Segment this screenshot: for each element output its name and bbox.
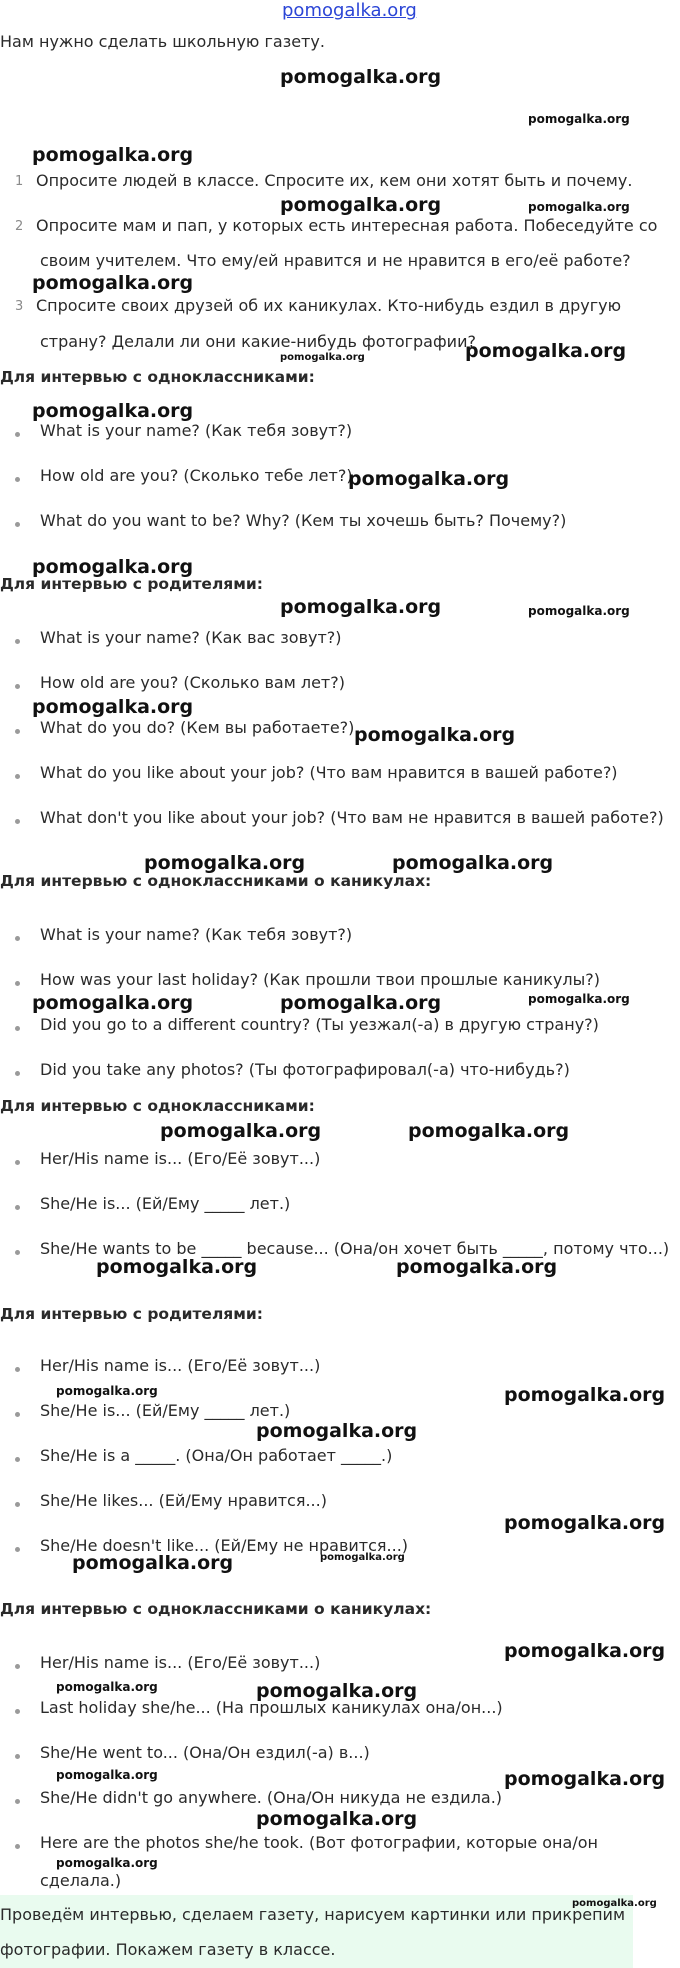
watermark: pomogalka.org <box>408 1120 570 1142</box>
list-item: What is your name? (Как вас зовут?) <box>40 628 342 647</box>
watermark: pomogalka.org <box>396 1256 558 1278</box>
bullet-dot <box>15 1412 20 1417</box>
task-text: Спросите своих друзей об их каникулах. Кто-нибудь ездил в другую <box>36 296 622 315</box>
list-item: She/He likes... (Ей/Ему нравится...) <box>40 1491 327 1510</box>
watermark: pomogalka.org <box>160 1120 322 1142</box>
watermark: pomogalka.org <box>280 992 442 1014</box>
watermark: pomogalka.org <box>256 1680 418 1702</box>
list-item: Here are the photos she/he took. (Вот фотографии, которые она/он <box>40 1833 598 1852</box>
section-heading: Для интервью с одноклассниками о каникулах: <box>0 872 432 890</box>
list-item: How old are you? (Сколько тебе лет?) <box>40 466 353 485</box>
watermark: pomogalka.org <box>528 604 630 618</box>
list-item: What is your name? (Как тебя зовут?) <box>40 925 353 944</box>
bullet-dot <box>15 1709 20 1714</box>
list-item: What do you do? (Кем вы работаете?) <box>40 718 355 737</box>
list-item: How old are you? (Сколько вам лет?) <box>40 673 345 692</box>
bullet-dot <box>15 729 20 734</box>
bullet-dot <box>15 1071 20 1076</box>
watermark: pomogalka.org <box>504 1768 666 1790</box>
task-text-continued: страну? Делали ли они какие-нибудь фотографии? <box>40 332 476 351</box>
bullet-dot <box>15 774 20 779</box>
watermark: pomogalka.org <box>465 340 627 362</box>
list-item: What don't you like about your job? (Что вам не нравится в вашей работе?) <box>40 808 664 827</box>
section-heading: Для интервью с одноклассниками: <box>0 368 315 386</box>
watermark: pomogalka.org <box>354 724 516 746</box>
watermark: pomogalka.org <box>32 400 194 422</box>
list-item: She/He didn't go anywhere. (Она/Он никуда не ездила.) <box>40 1788 503 1807</box>
list-item: She/He is... (Ей/Ему _____ лет.) <box>40 1194 291 1213</box>
watermark: pomogalka.org <box>32 272 194 294</box>
bullet-dot <box>15 936 20 941</box>
bullet-dot <box>15 1799 20 1804</box>
bullet-dot <box>15 1205 20 1210</box>
watermark: pomogalka.org <box>32 556 194 578</box>
watermark: pomogalka.org <box>32 992 194 1014</box>
watermark: pomogalka.org <box>96 1256 258 1278</box>
task-number: 2 <box>15 219 24 234</box>
bullet-dot <box>15 1457 20 1462</box>
site-link[interactable]: pomogalka.org <box>282 0 417 21</box>
watermark: pomogalka.org <box>504 1384 666 1406</box>
bullet-dot <box>15 684 20 689</box>
watermark: pomogalka.org <box>32 144 194 166</box>
task-text: Опросите людей в классе. Спросите их, кем они хотят быть и почему. <box>36 171 633 190</box>
watermark: pomogalka.org <box>280 352 365 363</box>
task-number: 3 <box>15 299 24 314</box>
bullet-dot <box>15 522 20 527</box>
watermark: pomogalka.org <box>280 596 442 618</box>
task-text: Опросите мам и пап, у которых есть интересная работа. Побеседуйте со <box>36 216 658 235</box>
list-item: Did you go to a different country? (Ты уезжал(-а) в другую страну?) <box>40 1015 599 1034</box>
bullet-dot <box>15 1502 20 1507</box>
bullet-dot <box>15 1160 20 1165</box>
list-item: She/He wants to be _____ because... (Она/он хочет быть _____, потому что...) <box>40 1239 670 1258</box>
list-item: Her/His name is... (Его/Её зовут...) <box>40 1653 321 1672</box>
watermark: pomogalka.org <box>528 992 630 1006</box>
task-text-continued: своим учителем. Что ему/ей нравится и не нравится в его/её работе? <box>40 251 631 270</box>
intro-text: Нам нужно сделать школьную газету. <box>0 32 325 51</box>
watermark: pomogalka.org <box>348 468 510 490</box>
conclusion-box <box>0 1895 633 1968</box>
bullet-dot <box>15 1547 20 1552</box>
list-item: What do you like about your job? (Что вам нравится в вашей работе?) <box>40 763 618 782</box>
bullet-dot <box>15 1250 20 1255</box>
list-item: Did you take any photos? (Ты фотографировал(-а) что-нибудь?) <box>40 1060 570 1079</box>
watermark: pomogalka.org <box>528 200 630 214</box>
task-number: 1 <box>15 174 24 189</box>
watermark: pomogalka.org <box>572 1898 657 1909</box>
list-item: How was your last holiday? (Как прошли твои прошлые каникулы?) <box>40 970 600 989</box>
list-item: Her/His name is... (Его/Её зовут...) <box>40 1149 321 1168</box>
watermark: pomogalka.org <box>72 1552 234 1574</box>
list-item-continued: сделала.) <box>40 1871 122 1890</box>
watermark: pomogalka.org <box>256 1808 418 1830</box>
watermark: pomogalka.org <box>392 852 554 874</box>
list-item: She/He is... (Ей/Ему _____ лет.) <box>40 1401 291 1420</box>
conclusion-text: Проведём интервью, сделаем газету, нарисуем картинки или прикрепим <box>0 1905 626 1924</box>
list-item: She/He went to... (Она/Он ездил(-а) в...) <box>40 1743 370 1762</box>
watermark: pomogalka.org <box>528 112 630 126</box>
list-item: She/He is a _____. (Она/Он работает _____.) <box>40 1446 393 1465</box>
watermark: pomogalka.org <box>144 852 306 874</box>
watermark: pomogalka.org <box>320 1552 405 1563</box>
watermark: pomogalka.org <box>280 66 442 88</box>
watermark: pomogalka.org <box>504 1640 666 1662</box>
list-item: Last holiday she/he... (На прошлых каникулах она/он...) <box>40 1698 503 1717</box>
bullet-dot <box>15 1754 20 1759</box>
section-heading: Для интервью с родителями: <box>0 1305 263 1323</box>
bullet-dot <box>15 1664 20 1669</box>
bullet-dot <box>15 639 20 644</box>
section-heading: Для интервью с одноклассниками о каникулах: <box>0 1600 432 1618</box>
bullet-dot <box>15 981 20 986</box>
section-heading: Для интервью с родителями: <box>0 575 263 593</box>
watermark: pomogalka.org <box>56 1856 158 1870</box>
watermark: pomogalka.org <box>56 1680 158 1694</box>
watermark: pomogalka.org <box>504 1512 666 1534</box>
list-item: Her/His name is... (Его/Её зовут...) <box>40 1356 321 1375</box>
watermark: pomogalka.org <box>280 194 442 216</box>
bullet-dot <box>15 1367 20 1372</box>
section-heading: Для интервью с одноклассниками: <box>0 1097 315 1115</box>
watermark: pomogalka.org <box>56 1768 158 1782</box>
bullet-dot <box>15 432 20 437</box>
list-item: She/He doesn't like... (Ей/Ему не нравится...) <box>40 1536 409 1555</box>
conclusion-text-continued: фотографии. Покажем газету в классе. <box>0 1940 336 1959</box>
watermark: pomogalka.org <box>32 696 194 718</box>
bullet-dot <box>15 1844 20 1849</box>
list-item: What do you want to be? Why? (Кем ты хочешь быть? Почему?) <box>40 511 567 530</box>
list-item: What is your name? (Как тебя зовут?) <box>40 421 353 440</box>
bullet-dot <box>15 1026 20 1031</box>
watermark: pomogalka.org <box>56 1384 158 1398</box>
bullet-dot <box>15 477 20 482</box>
bullet-dot <box>15 819 20 824</box>
watermark: pomogalka.org <box>256 1420 418 1442</box>
